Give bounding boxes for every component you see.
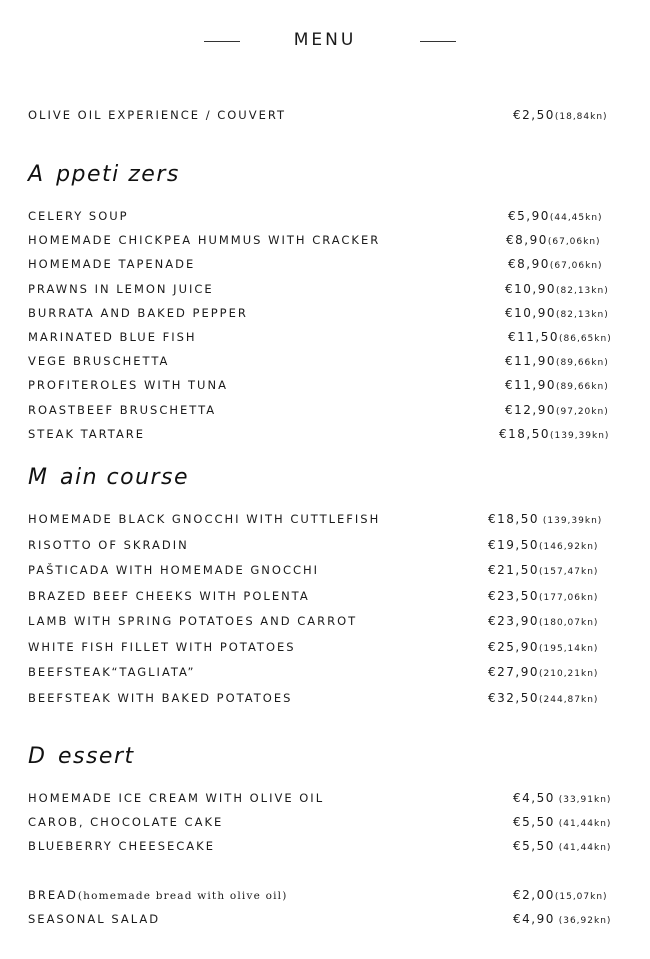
section-heading-appetizers: A ppeti zers [28,162,180,187]
item-price: €12,90(97,20kn) [505,403,609,417]
item-name: BREAD(homemade bread with olive oil) [28,888,288,902]
menu-item [28,378,650,396]
item-price: €5,50 (41,44kn) [513,839,612,853]
item-name: BEEFSTEAK WITH BAKED POTATOES [28,691,293,705]
menu-item [28,427,650,445]
menu-item [28,306,650,324]
section-heading-main-course: M ain course [28,465,190,490]
item-price: €4,50 (33,91kn) [513,791,612,805]
couvert-row [28,108,650,126]
item-price: €10,90(82,13kn) [505,306,609,320]
menu-item [28,233,650,251]
item-name: VEGE BRUSCHETTA [28,354,170,368]
header-rule-right [420,41,456,42]
menu-item [28,691,650,709]
menu-item [28,354,650,372]
menu-item [28,640,650,658]
item-price: €10,90(82,13kn) [505,282,609,296]
item-price: €8,90(67,06kn) [508,257,603,271]
item-price: €23,90(180,07kn) [488,614,599,628]
menu-item [28,563,650,581]
menu-item [28,403,650,421]
item-name: ROASTBEEF BRUSCHETTA [28,403,217,417]
item-price: €11,50(86,65kn) [508,330,612,344]
item-name: SEASONAL SALAD [28,912,161,926]
item-price: €25,90(195,14kn) [488,640,599,654]
item-name: PRAWNS IN LEMON JUICE [28,282,214,296]
item-name: HOMEMADE ICE CREAM WITH OLIVE OIL [28,791,325,805]
item-price: €18,50 (139,39kn) [488,512,603,526]
item-name: CELERY SOUP [28,209,129,223]
item-name: PAŠTICADA WITH HOMEMADE GNOCCHI [28,563,320,577]
item-name: HOMEMADE CHICKPEA HUMMUS WITH CRACKER [28,233,381,247]
menu-item [28,282,650,300]
item-name: CAROB, CHOCOLATE CAKE [28,815,224,829]
item-price: €18,50(139,39kn) [499,427,610,441]
item-name: OLIVE OIL EXPERIENCE / COUVERT [28,108,287,122]
menu-item [28,589,650,607]
item-name: LAMB WITH SPRING POTATOES AND CARROT [28,614,358,628]
item-price: €4,90 (36,92kn) [513,912,612,926]
item-price: €5,90(44,45kn) [508,209,603,223]
menu-item [28,538,650,556]
menu-item [28,665,650,683]
item-price: €2,50(18,84kn) [513,108,608,122]
item-name: MARINATED BLUE FISH [28,330,197,344]
item-name: RISOTTO OF SKRADIN [28,538,189,552]
menu-item [28,614,650,632]
menu-item [28,257,650,275]
item-name: HOMEMADE BLACK GNOCCHI WITH CUTTLEFISH [28,512,381,526]
item-price: €5,50 (41,44kn) [513,815,612,829]
item-name: BURRATA AND BAKED PEPPER [28,306,248,320]
menu-item-salad [28,912,650,930]
item-price: €8,90(67,06kn) [506,233,601,247]
item-price: €19,50(146,92kn) [488,538,599,552]
item-name: STEAK TARTARE [28,427,146,441]
menu-item [28,209,650,227]
item-name: BLUEBERRY CHEESECAKE [28,839,215,853]
page-title: MENU [293,30,357,50]
item-price: €11,90(89,66kn) [505,378,609,392]
item-name: WHITE FISH FILLET WITH POTATOES [28,640,296,654]
item-name: BRAZED BEEF CHEEKS WITH POLENTA [28,589,310,603]
item-name: PROFITEROLES WITH TUNA [28,378,228,392]
item-price: €11,90(89,66kn) [505,354,609,368]
item-name: BEEFSTEAK“TAGLIATA” [28,665,196,679]
menu-item [28,330,650,348]
menu-item-bread [28,888,650,906]
item-price: €32,50(244,87kn) [488,691,599,705]
item-price: €2,00(15,07kn) [513,888,608,902]
item-price: €23,50(177,06kn) [488,589,599,603]
section-heading-dessert: D essert [28,744,135,769]
menu-header [0,30,650,54]
menu-item [28,512,650,530]
menu-item [28,815,650,833]
item-price: €27,90(210,21kn) [488,665,599,679]
item-price: €21,50(157,47kn) [488,563,599,577]
menu-item [28,839,650,857]
item-name: HOMEMADE TAPENADE [28,257,196,271]
menu-item [28,791,650,809]
